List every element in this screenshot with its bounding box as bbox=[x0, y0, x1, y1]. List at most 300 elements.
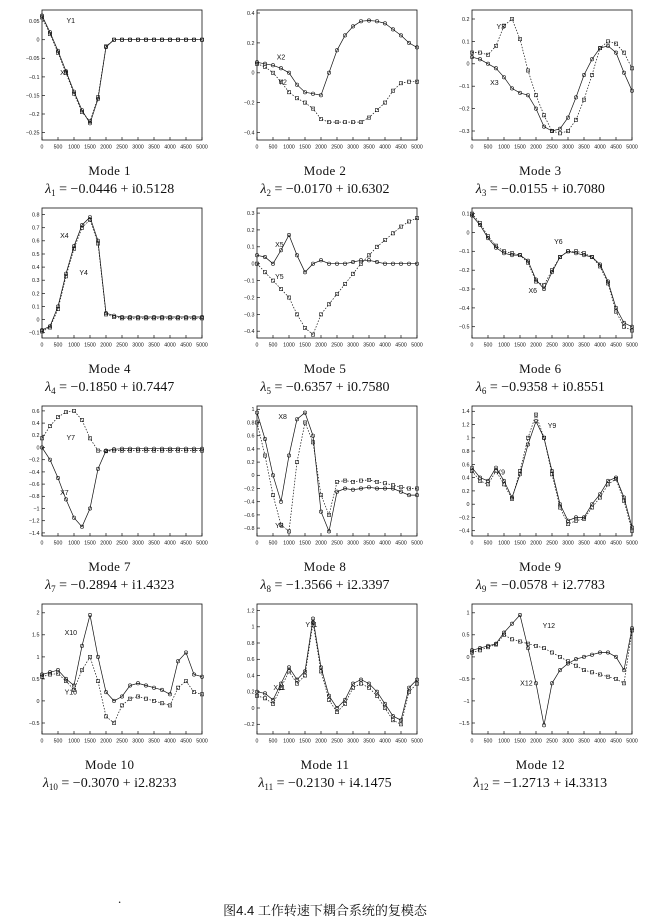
svg-text:X5: X5 bbox=[275, 241, 284, 249]
svg-text:500: 500 bbox=[268, 144, 278, 151]
eigenvalue-subscript: 3 bbox=[481, 188, 487, 198]
mode-title: Mode 2 bbox=[303, 163, 347, 178]
svg-text:4500: 4500 bbox=[179, 144, 192, 151]
mode-panel-6 bbox=[435, 200, 646, 396]
mode-panel-2 bbox=[219, 2, 430, 198]
svg-text:4000: 4000 bbox=[594, 540, 607, 547]
mode-title: Mode 9 bbox=[519, 559, 562, 574]
eigenvalue-value: = −0.3070 + i2.8233 bbox=[61, 776, 177, 791]
svg-text:3000: 3000 bbox=[562, 540, 575, 547]
svg-text:0: 0 bbox=[466, 654, 470, 661]
svg-text:3500: 3500 bbox=[578, 144, 591, 151]
svg-text:0.4: 0.4 bbox=[246, 446, 255, 453]
svg-text:3500: 3500 bbox=[147, 540, 160, 547]
svg-text:0.2: 0.2 bbox=[31, 291, 40, 298]
svg-text:3500: 3500 bbox=[363, 540, 375, 547]
svg-text:X7: X7 bbox=[59, 490, 69, 498]
svg-text:X3: X3 bbox=[490, 80, 499, 88]
svg-text:0.3: 0.3 bbox=[246, 211, 255, 217]
eigenvalue-value: = −0.2130 + i4.1475 bbox=[276, 776, 392, 791]
svg-text:500: 500 bbox=[483, 540, 493, 547]
svg-text:1500: 1500 bbox=[299, 738, 311, 745]
svg-text:4000: 4000 bbox=[594, 144, 607, 151]
svg-text:0: 0 bbox=[466, 230, 470, 237]
svg-text:1500: 1500 bbox=[83, 144, 96, 151]
svg-text:0: 0 bbox=[255, 540, 259, 547]
svg-text:0: 0 bbox=[40, 540, 44, 547]
svg-text:2000: 2000 bbox=[530, 144, 543, 151]
svg-text:3000: 3000 bbox=[131, 738, 144, 745]
svg-text:2000: 2000 bbox=[99, 144, 112, 151]
svg-text:0.2: 0.2 bbox=[246, 40, 255, 47]
svg-text:500: 500 bbox=[53, 342, 62, 349]
svg-text:X8: X8 bbox=[278, 414, 287, 422]
mode-panel-5 bbox=[219, 200, 430, 396]
svg-text:1500: 1500 bbox=[514, 540, 527, 547]
svg-text:0: 0 bbox=[40, 738, 44, 745]
svg-text:2000: 2000 bbox=[315, 342, 327, 349]
svg-text:−0.2: −0.2 bbox=[28, 457, 40, 464]
svg-text:0.1: 0.1 bbox=[462, 211, 470, 218]
svg-text:4500: 4500 bbox=[610, 738, 623, 745]
plot-mode-3 bbox=[442, 2, 638, 162]
svg-text:0: 0 bbox=[470, 342, 474, 349]
plot-svg bbox=[227, 2, 423, 162]
svg-text:4500: 4500 bbox=[395, 738, 407, 745]
svg-text:3500: 3500 bbox=[147, 144, 160, 151]
mode-title: Mode 6 bbox=[519, 361, 562, 376]
svg-text:−0.4: −0.4 bbox=[459, 528, 470, 535]
svg-text:500: 500 bbox=[53, 738, 62, 745]
svg-text:1000: 1000 bbox=[67, 144, 80, 151]
mode-panel-12 bbox=[435, 596, 646, 792]
svg-text:−0.1: −0.1 bbox=[28, 74, 40, 81]
svg-text:5000: 5000 bbox=[626, 540, 639, 547]
svg-text:0.4: 0.4 bbox=[31, 265, 40, 271]
svg-text:500: 500 bbox=[483, 144, 493, 151]
eigenvalue-expression: $\lambda_{12} = -1.2713 + i4.3313$ bbox=[473, 776, 608, 792]
svg-text:500: 500 bbox=[268, 540, 278, 547]
plot-svg bbox=[12, 596, 208, 756]
eigenvalue-value: = −0.6357 + i0.7580 bbox=[274, 380, 390, 395]
plot-mode-5 bbox=[227, 200, 423, 360]
svg-text:Y7: Y7 bbox=[66, 435, 75, 443]
svg-text:3000: 3000 bbox=[562, 342, 575, 349]
svg-text:4500: 4500 bbox=[395, 342, 407, 349]
svg-text:2000: 2000 bbox=[530, 342, 543, 349]
plot-svg bbox=[442, 200, 638, 360]
svg-text:1000: 1000 bbox=[283, 144, 295, 151]
svg-text:1000: 1000 bbox=[67, 540, 80, 547]
svg-text:0.4: 0.4 bbox=[31, 421, 40, 427]
svg-text:X4: X4 bbox=[59, 233, 69, 241]
svg-text:0.6: 0.6 bbox=[31, 238, 40, 245]
mode-title: Mode 8 bbox=[303, 559, 347, 574]
svg-text:3000: 3000 bbox=[131, 342, 144, 349]
svg-text:4000: 4000 bbox=[379, 540, 391, 547]
plot-mode-12 bbox=[442, 596, 638, 756]
plot-mode-4 bbox=[12, 200, 208, 360]
svg-text:0.6: 0.6 bbox=[246, 657, 255, 664]
mode-title: Mode 5 bbox=[303, 361, 347, 376]
plot-svg bbox=[227, 596, 423, 756]
svg-text:0.8: 0.8 bbox=[462, 449, 470, 455]
svg-text:2500: 2500 bbox=[115, 342, 128, 349]
svg-text:2500: 2500 bbox=[331, 738, 343, 745]
svg-text:Y6: Y6 bbox=[554, 238, 563, 246]
mode-panel-1 bbox=[4, 2, 215, 198]
svg-text:−1: −1 bbox=[463, 698, 470, 705]
svg-text:4500: 4500 bbox=[395, 540, 407, 547]
svg-text:4000: 4000 bbox=[594, 738, 607, 745]
svg-text:Y1: Y1 bbox=[66, 18, 75, 25]
svg-text:1000: 1000 bbox=[67, 738, 80, 745]
svg-text:0.6: 0.6 bbox=[462, 462, 470, 469]
svg-text:1000: 1000 bbox=[283, 342, 295, 349]
svg-text:1000: 1000 bbox=[498, 738, 511, 745]
svg-text:−0.5: −0.5 bbox=[28, 720, 40, 727]
svg-text:0: 0 bbox=[470, 738, 474, 745]
svg-text:−0.4: −0.4 bbox=[243, 499, 255, 506]
eigenvalue-value: = −1.3566 + i2.3397 bbox=[274, 578, 390, 593]
svg-text:2000: 2000 bbox=[99, 342, 112, 349]
svg-text:−0.2: −0.2 bbox=[459, 106, 470, 113]
mode-panel-9 bbox=[435, 398, 646, 594]
svg-text:0.2: 0.2 bbox=[246, 227, 255, 234]
mode-title: Mode 12 bbox=[515, 757, 566, 772]
svg-text:Y4: Y4 bbox=[78, 270, 88, 277]
mode-panel-7 bbox=[4, 398, 215, 594]
plot-svg bbox=[442, 398, 638, 558]
svg-text:−1.5: −1.5 bbox=[459, 720, 470, 727]
eigenvalue-expression: $\lambda_5 = -0.6357 + i0.7580$ bbox=[260, 380, 390, 396]
eigenvalue-value: = −0.1850 + i0.7447 bbox=[59, 380, 175, 395]
svg-text:−0.5: −0.5 bbox=[459, 676, 470, 683]
eigenvalue-expression: $\lambda_2 = -0.0170 + i0.6302$ bbox=[260, 182, 390, 198]
eigenvalue-subscript: 8 bbox=[266, 584, 271, 594]
svg-text:−1.2: −1.2 bbox=[28, 518, 40, 525]
mode-panel-8 bbox=[219, 398, 430, 594]
svg-text:0: 0 bbox=[470, 540, 474, 547]
svg-text:Y2: Y2 bbox=[278, 79, 287, 87]
svg-text:0.8: 0.8 bbox=[246, 420, 255, 427]
svg-text:5000: 5000 bbox=[195, 540, 208, 547]
plot-svg bbox=[442, 2, 638, 162]
svg-text:0: 0 bbox=[255, 144, 259, 151]
svg-text:3500: 3500 bbox=[363, 144, 375, 151]
stray-dot-mark: . bbox=[118, 891, 122, 906]
mode-title: Mode 7 bbox=[88, 559, 131, 574]
svg-text:1: 1 bbox=[251, 624, 255, 631]
svg-text:500: 500 bbox=[53, 144, 62, 151]
svg-text:3500: 3500 bbox=[578, 738, 591, 745]
svg-text:4000: 4000 bbox=[379, 342, 391, 349]
eigenvalue-expression: $\lambda_9 = -0.0578 + i2.7783$ bbox=[475, 578, 605, 594]
svg-text:Y11: Y11 bbox=[305, 621, 318, 629]
eigenvalue-expression: $\lambda_7 = -0.2894 + i1.4323$ bbox=[45, 578, 175, 594]
svg-text:X9: X9 bbox=[496, 469, 506, 477]
eigenvalue-value: = −0.0155 + i0.7080 bbox=[489, 182, 605, 197]
svg-text:5000: 5000 bbox=[626, 738, 639, 745]
svg-text:−0.1: −0.1 bbox=[459, 84, 470, 91]
svg-text:0: 0 bbox=[251, 70, 255, 77]
svg-text:0.8: 0.8 bbox=[31, 212, 40, 219]
svg-text:1000: 1000 bbox=[67, 342, 80, 349]
svg-text:4500: 4500 bbox=[395, 144, 407, 151]
svg-text:3500: 3500 bbox=[147, 342, 160, 349]
svg-text:0: 0 bbox=[466, 61, 470, 68]
svg-text:0.5: 0.5 bbox=[31, 676, 40, 683]
svg-text:5000: 5000 bbox=[411, 738, 423, 745]
svg-text:5000: 5000 bbox=[195, 738, 208, 745]
eigenvalue-subscript: 4 bbox=[51, 386, 56, 396]
svg-text:−0.2: −0.2 bbox=[243, 100, 255, 107]
svg-text:0: 0 bbox=[251, 473, 255, 480]
eigenvalue-expression: $\lambda_6 = -0.9358 + i0.8551$ bbox=[475, 380, 605, 396]
svg-text:0: 0 bbox=[36, 37, 40, 44]
svg-text:1.2: 1.2 bbox=[246, 608, 255, 615]
svg-text:3000: 3000 bbox=[562, 144, 575, 151]
eigenvalue-subscript: 5 bbox=[266, 386, 271, 396]
svg-text:2500: 2500 bbox=[331, 342, 343, 349]
plot-mode-1 bbox=[12, 2, 208, 162]
svg-text:4500: 4500 bbox=[179, 540, 192, 547]
svg-text:0.6: 0.6 bbox=[246, 433, 255, 440]
svg-text:−0.2: −0.2 bbox=[28, 111, 40, 118]
svg-text:−0.4: −0.4 bbox=[243, 130, 255, 137]
svg-text:5000: 5000 bbox=[626, 342, 639, 349]
svg-text:2000: 2000 bbox=[315, 540, 327, 547]
svg-text:−0.4: −0.4 bbox=[243, 329, 255, 336]
svg-text:4000: 4000 bbox=[594, 342, 607, 349]
svg-text:500: 500 bbox=[268, 342, 278, 349]
svg-text:1500: 1500 bbox=[514, 738, 527, 745]
eigenvalue-subscript: 11 bbox=[264, 782, 274, 792]
svg-text:X2: X2 bbox=[276, 54, 286, 62]
svg-text:1500: 1500 bbox=[514, 342, 527, 349]
plot-mode-10 bbox=[12, 596, 208, 756]
svg-text:X6: X6 bbox=[528, 287, 538, 295]
svg-text:0: 0 bbox=[40, 144, 44, 151]
svg-text:4000: 4000 bbox=[163, 738, 176, 745]
svg-text:1.2: 1.2 bbox=[462, 422, 470, 429]
plot-svg bbox=[227, 398, 423, 558]
svg-text:1: 1 bbox=[466, 435, 470, 442]
svg-text:3000: 3000 bbox=[131, 144, 144, 151]
eigenvalue-expression: $\lambda_4 = -0.1850 + i0.7447$ bbox=[45, 380, 175, 396]
svg-text:0.4: 0.4 bbox=[246, 673, 255, 680]
svg-text:−0.2: −0.2 bbox=[459, 268, 470, 275]
svg-text:4500: 4500 bbox=[610, 144, 623, 151]
plot-svg bbox=[12, 398, 208, 558]
plot-mode-7 bbox=[12, 398, 208, 558]
svg-text:Y3: Y3 bbox=[496, 24, 506, 32]
svg-text:0.1: 0.1 bbox=[462, 39, 470, 46]
svg-text:1000: 1000 bbox=[283, 738, 295, 745]
svg-text:3000: 3000 bbox=[347, 144, 359, 151]
svg-text:0: 0 bbox=[36, 698, 40, 705]
svg-text:−0.1: −0.1 bbox=[28, 330, 40, 337]
svg-text:0: 0 bbox=[251, 261, 255, 268]
svg-text:−0.6: −0.6 bbox=[243, 512, 255, 519]
mode-title: Mode 11 bbox=[300, 757, 350, 772]
svg-text:3000: 3000 bbox=[562, 738, 575, 745]
svg-text:0: 0 bbox=[40, 342, 44, 349]
svg-text:3500: 3500 bbox=[363, 342, 375, 349]
mode-title: Mode 3 bbox=[519, 163, 562, 178]
svg-text:3500: 3500 bbox=[363, 738, 375, 745]
svg-text:5000: 5000 bbox=[195, 342, 208, 349]
svg-text:3000: 3000 bbox=[347, 738, 359, 745]
svg-text:−0.4: −0.4 bbox=[459, 305, 470, 312]
svg-text:−0.3: −0.3 bbox=[459, 128, 470, 135]
svg-text:−0.2: −0.2 bbox=[459, 515, 470, 522]
svg-text:0: 0 bbox=[470, 144, 474, 151]
svg-text:2500: 2500 bbox=[115, 144, 128, 151]
eigenvalue-value: = −0.0446 + i0.5128 bbox=[59, 182, 175, 197]
svg-text:−0.8: −0.8 bbox=[243, 526, 255, 532]
svg-text:−1: −1 bbox=[33, 506, 40, 513]
svg-text:1500: 1500 bbox=[299, 342, 311, 349]
svg-text:Y9: Y9 bbox=[548, 422, 557, 430]
eigenvalue-subscript: 1 bbox=[51, 188, 56, 198]
svg-text:4000: 4000 bbox=[379, 144, 391, 151]
eigenvalue-expression: $\lambda_3 = -0.0155 + i0.7080$ bbox=[475, 182, 605, 198]
svg-text:2500: 2500 bbox=[546, 342, 559, 349]
svg-text:−0.1: −0.1 bbox=[243, 278, 255, 285]
plot-mode-8 bbox=[227, 398, 423, 558]
svg-text:0.4: 0.4 bbox=[246, 10, 255, 17]
plot-mode-6 bbox=[442, 200, 638, 360]
eigenvalue-expression: $\lambda_{10} = -0.3070 + i2.8233$ bbox=[42, 776, 177, 792]
svg-text:5000: 5000 bbox=[411, 540, 423, 547]
plot-svg bbox=[227, 200, 423, 360]
svg-text:−0.4: −0.4 bbox=[28, 469, 40, 476]
svg-text:0.2: 0.2 bbox=[462, 488, 470, 495]
svg-text:−0.3: −0.3 bbox=[459, 286, 470, 293]
svg-text:−0.25: −0.25 bbox=[25, 130, 40, 137]
svg-text:4000: 4000 bbox=[163, 144, 176, 151]
svg-text:0: 0 bbox=[36, 445, 40, 452]
svg-text:0.4: 0.4 bbox=[462, 475, 470, 482]
plot-mode-9 bbox=[442, 398, 638, 558]
svg-text:2500: 2500 bbox=[115, 738, 128, 745]
svg-text:2000: 2000 bbox=[315, 144, 327, 151]
svg-text:2: 2 bbox=[36, 610, 40, 617]
svg-text:4500: 4500 bbox=[179, 738, 192, 745]
svg-text:5000: 5000 bbox=[411, 144, 423, 151]
svg-text:3000: 3000 bbox=[131, 540, 144, 547]
svg-text:0: 0 bbox=[36, 317, 40, 324]
eigenvalue-value: = −0.0170 + i0.6302 bbox=[274, 182, 390, 197]
svg-text:Y10: Y10 bbox=[64, 689, 77, 697]
svg-text:0.2: 0.2 bbox=[31, 433, 40, 440]
svg-text:1000: 1000 bbox=[283, 540, 295, 547]
mode-panel-10 bbox=[4, 596, 215, 792]
svg-text:1500: 1500 bbox=[299, 540, 311, 547]
mode-title: Mode 10 bbox=[84, 757, 135, 772]
svg-text:1000: 1000 bbox=[498, 342, 511, 349]
eigenvalue-value: = −0.9358 + i0.8551 bbox=[489, 380, 605, 395]
svg-text:−0.05: −0.05 bbox=[25, 56, 40, 63]
svg-text:2000: 2000 bbox=[530, 540, 543, 547]
mode-panel-3 bbox=[435, 2, 646, 198]
svg-text:0.1: 0.1 bbox=[246, 244, 255, 251]
eigenvalue-value: = −0.0578 + i2.7783 bbox=[489, 578, 605, 593]
eigenvalue-subscript: 9 bbox=[481, 584, 487, 594]
svg-text:0.3: 0.3 bbox=[31, 278, 40, 285]
svg-text:2000: 2000 bbox=[315, 738, 327, 745]
svg-text:500: 500 bbox=[483, 342, 493, 349]
svg-text:0: 0 bbox=[251, 705, 255, 712]
svg-text:0.2: 0.2 bbox=[246, 460, 255, 466]
svg-text:0.1: 0.1 bbox=[31, 304, 40, 311]
svg-text:X12: X12 bbox=[520, 680, 533, 688]
plot-svg bbox=[12, 2, 208, 162]
mode-panel-4 bbox=[4, 200, 215, 396]
svg-text:0: 0 bbox=[466, 502, 470, 509]
svg-text:0.5: 0.5 bbox=[31, 251, 40, 258]
eigenvalue-subscript: 6 bbox=[481, 386, 487, 396]
svg-text:4500: 4500 bbox=[610, 342, 623, 349]
svg-text:1: 1 bbox=[36, 654, 40, 661]
svg-text:1: 1 bbox=[251, 407, 255, 414]
svg-text:1500: 1500 bbox=[299, 144, 311, 151]
eigenvalue-expression: $\lambda_1 = -0.0446 + i0.5128$ bbox=[45, 182, 175, 198]
svg-text:1500: 1500 bbox=[83, 540, 96, 547]
svg-text:0.2: 0.2 bbox=[246, 689, 255, 696]
svg-text:0: 0 bbox=[255, 342, 259, 349]
eigenvalue-subscript: 2 bbox=[266, 188, 271, 198]
svg-text:0: 0 bbox=[255, 738, 259, 745]
svg-text:−0.3: −0.3 bbox=[243, 312, 255, 319]
svg-text:3500: 3500 bbox=[578, 342, 591, 349]
svg-text:Y8: Y8 bbox=[275, 523, 284, 531]
svg-text:5000: 5000 bbox=[626, 144, 639, 151]
svg-text:4000: 4000 bbox=[379, 738, 391, 745]
svg-text:−0.2: −0.2 bbox=[243, 295, 255, 302]
svg-text:−0.5: −0.5 bbox=[459, 324, 470, 331]
svg-text:500: 500 bbox=[268, 738, 278, 745]
svg-text:0.6: 0.6 bbox=[31, 408, 40, 415]
svg-text:−0.1: −0.1 bbox=[459, 249, 470, 256]
svg-text:2500: 2500 bbox=[546, 540, 559, 547]
svg-text:3500: 3500 bbox=[578, 540, 591, 547]
plot-svg bbox=[12, 200, 208, 360]
mode-panel-11 bbox=[219, 596, 430, 792]
eigenvalue-expression: $\lambda_{11} = -0.2130 + i4.1475$ bbox=[258, 776, 392, 792]
svg-text:2500: 2500 bbox=[546, 144, 559, 151]
eigenvalue-subscript: 10 bbox=[48, 782, 58, 792]
eigenvalue-subscript: 7 bbox=[51, 584, 56, 594]
svg-text:Y5: Y5 bbox=[275, 273, 284, 281]
svg-text:0.05: 0.05 bbox=[28, 19, 40, 25]
plot-mode-11 bbox=[227, 596, 423, 756]
svg-text:5000: 5000 bbox=[195, 144, 208, 151]
eigenvalue-subscript: 12 bbox=[479, 782, 489, 792]
svg-text:4500: 4500 bbox=[179, 342, 192, 349]
svg-text:3500: 3500 bbox=[147, 738, 160, 745]
svg-text:−1.4: −1.4 bbox=[28, 530, 40, 537]
svg-text:0.2: 0.2 bbox=[462, 16, 470, 23]
svg-text:1500: 1500 bbox=[83, 738, 96, 745]
svg-text:1.5: 1.5 bbox=[31, 632, 40, 639]
svg-text:X10: X10 bbox=[64, 629, 77, 637]
svg-text:500: 500 bbox=[483, 738, 493, 745]
svg-text:2500: 2500 bbox=[331, 144, 343, 151]
svg-text:X11: X11 bbox=[273, 685, 286, 693]
svg-text:2000: 2000 bbox=[530, 738, 543, 745]
